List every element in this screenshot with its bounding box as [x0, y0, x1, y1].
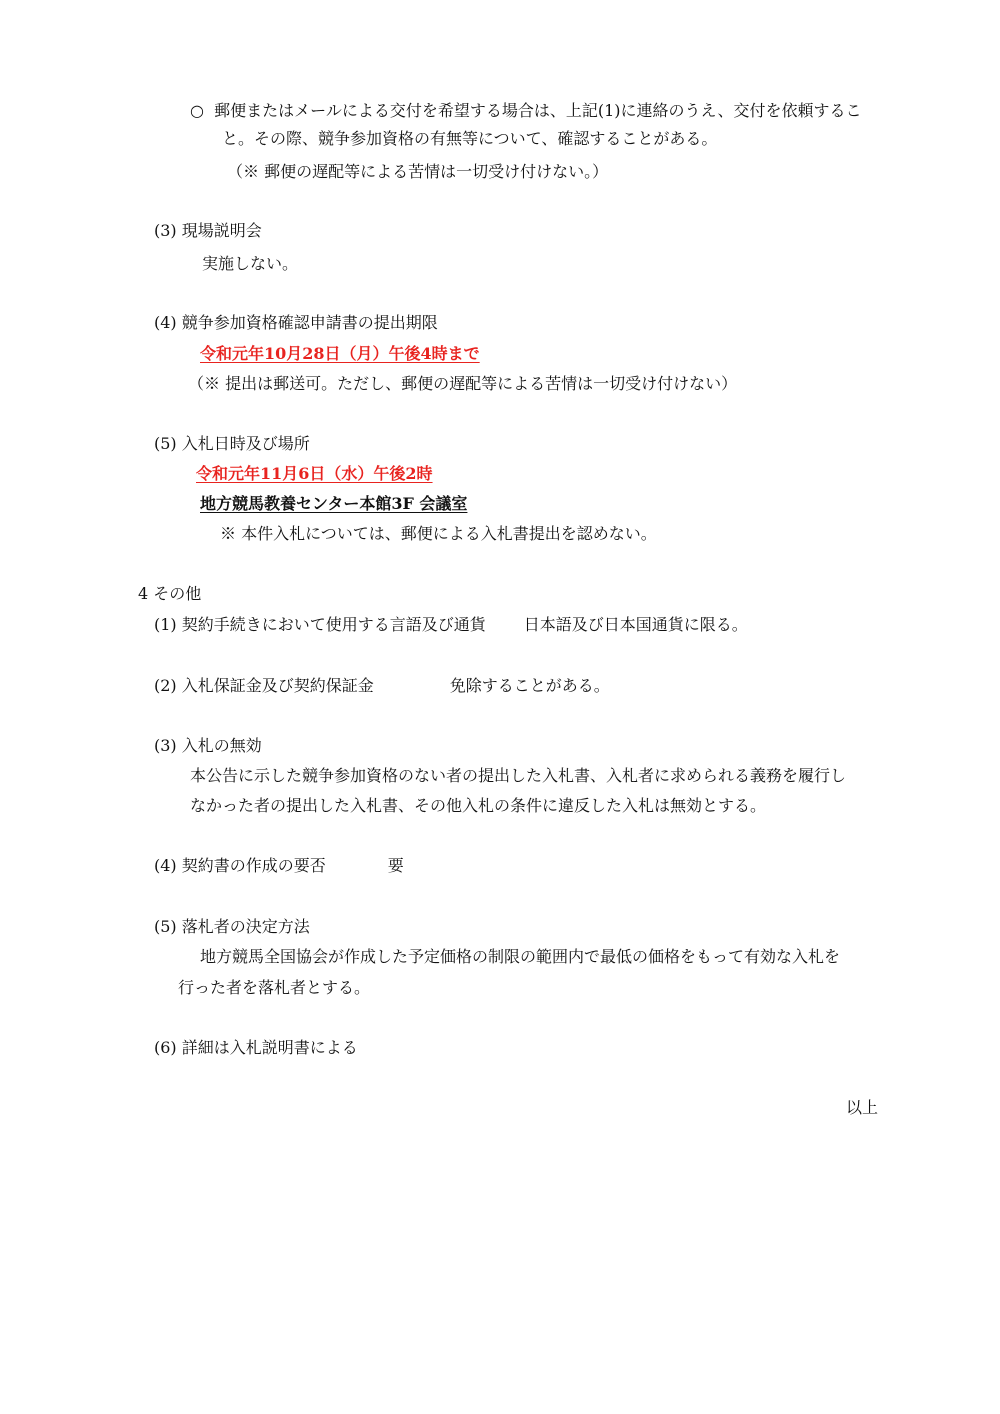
- mail-note-line-1: [190, 101, 861, 121]
- other-item-3-body-1: 本公告に示した競争参加資格のない者の提出した入札書、入札者に求められる義務を履行し: [190, 766, 847, 785]
- section-4-heading: [154, 313, 438, 333]
- bullet: ○: [190, 101, 204, 120]
- section-4-note: （※ 提出は郵送可。ただし、郵便の遅配等による苦情は一切受け付けない）: [188, 374, 738, 393]
- bid-place: 地方競馬教養センター本館3F 会議室: [200, 494, 468, 513]
- item-label: 入札保証金及び契約保証金: [181, 676, 374, 695]
- item-number: (2): [154, 676, 177, 695]
- section-number: (4): [154, 313, 177, 332]
- mail-note-line-3: （※ 郵便の遅配等による苦情は一切受け付けない。）: [227, 162, 609, 181]
- other-item-5-body-2: 行った者を落札者とする。: [178, 978, 371, 997]
- section-5-note: ※ 本件入札については、郵便による入札書提出を認めない。: [220, 524, 657, 543]
- section-title: 競争参加資格確認申請書の提出期限: [181, 313, 438, 332]
- section-3-body: 実施しない。: [202, 254, 299, 273]
- submission-deadline: 令和元年10月28日（月）午後4時まで: [200, 344, 480, 363]
- bid-datetime: 令和元年11月6日（水）午後2時: [196, 464, 433, 483]
- other-item-1: [154, 615, 748, 635]
- item-label: 契約手続きにおいて使用する言語及び通貨: [181, 615, 486, 634]
- other-item-6: [154, 1038, 358, 1058]
- other-item-3-body-2: なかった者の提出した入札書、その他入札の条件に違反した入札は無効とする。: [190, 796, 767, 815]
- item-label: 落札者の決定方法: [181, 917, 310, 936]
- item-label: 詳細は入札説明書による: [181, 1038, 358, 1057]
- section-title: 入札日時及び場所: [181, 434, 310, 453]
- other-item-2: [154, 676, 610, 696]
- item-number: (5): [154, 917, 177, 936]
- other-heading: 4 その他: [138, 584, 202, 603]
- item-value: 日本語及び日本国通貨に限る。: [523, 615, 748, 634]
- other-item-3: [154, 736, 262, 756]
- mail-note-line-2: と。その際、競争参加資格の有無等について、確認することがある。: [222, 129, 718, 148]
- item-number: (3): [154, 736, 177, 755]
- other-item-5-body-1: 地方競馬全国協会が作成した予定価格の制限の範囲内で最低の価格をもって有効な入札を: [200, 947, 841, 966]
- mail-note-text-1: 郵便またはメールによる交付を希望する場合は、上記(1)に連絡のうえ、交付を依頼するこ: [214, 101, 862, 120]
- closing-mark: 以上: [846, 1098, 879, 1117]
- section-title: 現場説明会: [181, 221, 262, 240]
- other-item-4: [154, 856, 404, 876]
- section-number: (5): [154, 434, 177, 453]
- item-label: 契約書の作成の要否: [181, 856, 326, 875]
- item-value: 免除することがある。: [449, 676, 610, 695]
- item-label: 入札の無効: [181, 736, 262, 755]
- item-value: 要: [387, 856, 404, 875]
- item-number: (6): [154, 1038, 177, 1057]
- section-3-heading: [154, 221, 262, 241]
- section-number: (3): [154, 221, 177, 240]
- section-5-heading: [154, 434, 310, 454]
- other-item-5: [154, 917, 310, 937]
- item-number: (4): [154, 856, 177, 875]
- item-number: (1): [154, 615, 177, 634]
